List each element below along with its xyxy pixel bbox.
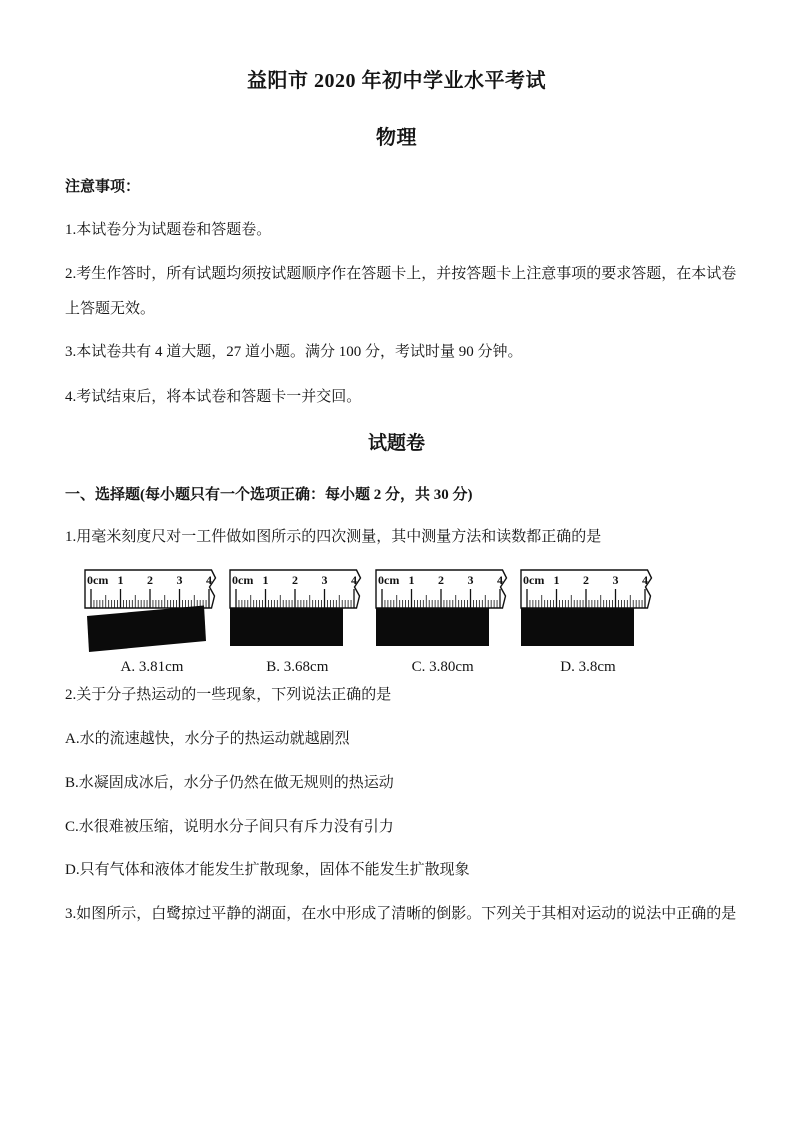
ruler-option-label: D. 3.8cm: [560, 659, 616, 675]
svg-text:1: 1: [408, 573, 415, 587]
question-1-figure: [84, 562, 656, 676]
question-2-option-b: B.水凝固成冰后，水分子仍然在做无规则的热运动: [65, 775, 394, 791]
question-3-stem: 3.如图所示，白鹭掠过平静的湖面，在水中形成了清晰的倒影。下列关于其相对运动的说法中正确的是: [65, 906, 737, 922]
svg-text:4: 4: [351, 573, 358, 587]
svg-text:2: 2: [582, 573, 589, 587]
question-2-option-a: A.水的流速越快，水分子的热运动就越剧烈: [65, 731, 350, 747]
svg-text:0cm: 0cm: [87, 573, 109, 587]
svg-text:1: 1: [117, 573, 124, 587]
svg-text:3: 3: [612, 573, 619, 587]
notices-heading: 注意事项：: [65, 179, 141, 195]
question-2-stem: 2.关于分子热运动的一些现象，下列说法正确的是: [65, 687, 392, 703]
ruler-diagram-icon: [84, 562, 220, 658]
question-1-stem: 1.用毫米刻度尺对一工件做如图所示的四次测量，其中测量方法和读数都正确的是: [65, 529, 602, 545]
ruler-figure-c: [375, 562, 511, 676]
ruler-option-label: C. 3.80cm: [411, 659, 474, 675]
question-2-option-d: D.只有气体和液体才能发生扩散现象，固体不能发生扩散现象: [65, 862, 470, 878]
ruler-diagram-icon: [375, 562, 511, 658]
ruler-option-label: A. 3.81cm: [120, 659, 184, 675]
svg-text:4: 4: [206, 573, 212, 587]
svg-text:4: 4: [641, 573, 648, 587]
question-2-option-c: C.水很难被压缩，说明水分子间只有斥力没有引力: [65, 819, 394, 835]
ruler-diagram-icon: [229, 562, 365, 658]
ruler-figure-b: [229, 562, 365, 676]
svg-text:0cm: 0cm: [232, 573, 254, 587]
svg-text:2: 2: [292, 573, 299, 587]
svg-text:0cm: 0cm: [522, 573, 545, 587]
ruler-diagram-icon: [520, 562, 656, 658]
paper-heading: 试题卷: [367, 433, 425, 454]
section-1-heading: 一、选择题(每小题只有一个选项正确：每小题 2 分，共 30 分): [65, 487, 473, 503]
svg-text:2: 2: [147, 573, 153, 587]
svg-text:3: 3: [321, 573, 328, 587]
exam-title: 益阳市 2020 年初中学业水平考试: [247, 70, 546, 92]
notice-item-2: 2.考生作答时，所有试题均须按试题顺序作在答题卡上，并按答题卡上注意事项的要求答题，在本试卷上答题无效。: [65, 266, 737, 317]
svg-text:4: 4: [496, 573, 503, 587]
exam-subject: 物理: [376, 127, 417, 149]
svg-text:1: 1: [553, 573, 560, 587]
svg-text:0cm: 0cm: [377, 573, 399, 587]
notice-item-1: 1.本试卷分为试题卷和答题卷。: [65, 222, 272, 238]
notice-item-4: 4.考试结束后，将本试卷和答题卡一并交回。: [65, 389, 362, 405]
svg-text:2: 2: [437, 573, 444, 587]
svg-text:1: 1: [262, 573, 269, 587]
svg-text:3: 3: [176, 573, 183, 587]
notice-item-3: 3.本试卷共有 4 道大题，27 道小题。满分 100 分，考试时量 90 分钟。: [65, 344, 523, 360]
svg-text:3: 3: [467, 573, 474, 587]
ruler-figure-a: [84, 562, 220, 676]
ruler-option-label: B. 3.68cm: [266, 659, 329, 675]
ruler-figure-d: [520, 562, 656, 676]
